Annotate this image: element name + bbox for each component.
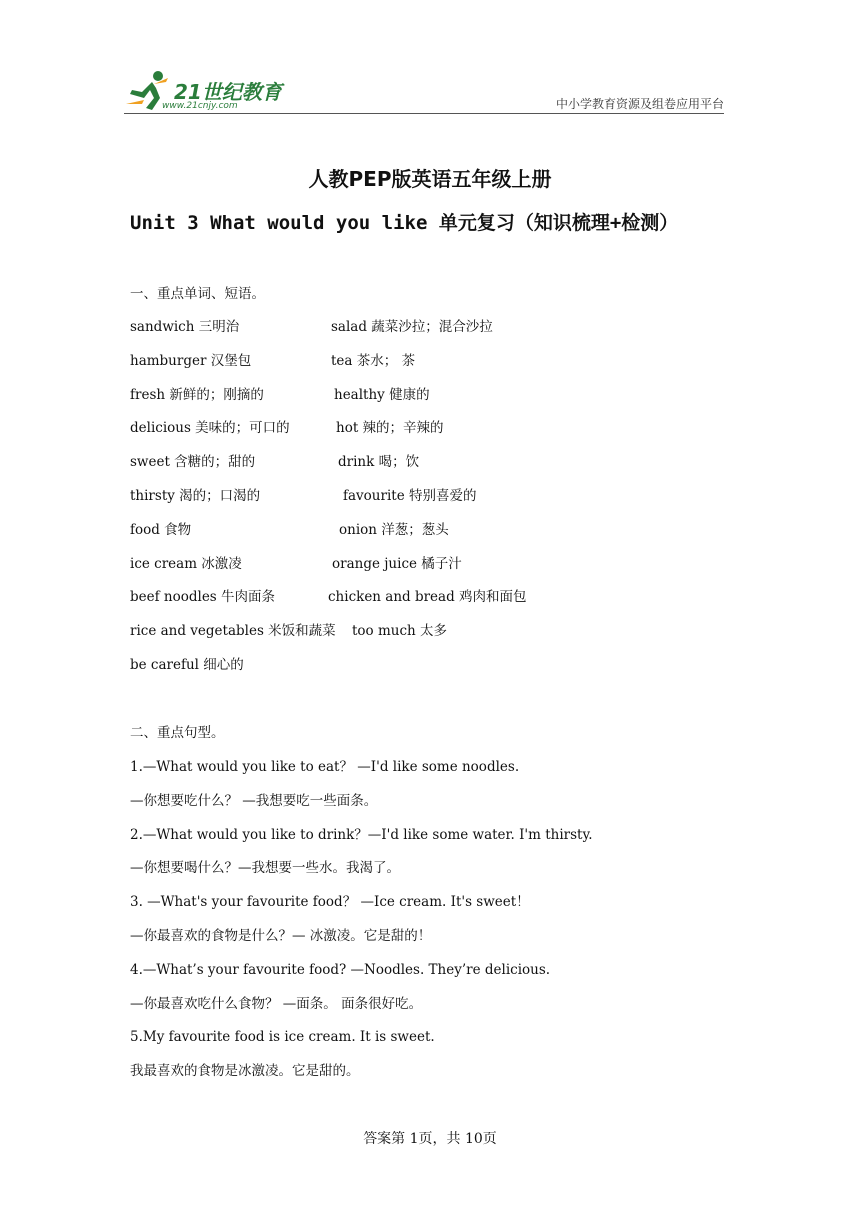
- vocab-item: delicious 美味的；可口的: [130, 420, 290, 437]
- vocab-item: sweet 含糖的；甜的: [130, 454, 256, 471]
- page-footer: 答案第 1页，共 10页: [363, 1131, 497, 1147]
- vocab-item: fresh 新鲜的；刚摘的: [130, 386, 264, 403]
- sentence-line: 4.—What’s your favourite food? —Noodles. They’re delicious.: [130, 961, 551, 978]
- page-header: [124, 68, 724, 114]
- sentence-line: 1.—What would you like to eat？ —I'd like some noodles.: [130, 759, 520, 775]
- sentence-line: 5.My favourite food is ice cream. It is sweet.: [130, 1029, 435, 1046]
- vocab-item: drink 喝；饮: [338, 454, 420, 471]
- vocab-item: sandwich 三明治: [130, 319, 240, 335]
- vocab-item: ice cream 冰激凌: [130, 555, 242, 572]
- sentence-line: —你最喜欢吃什么食物？ —面条。 面条很好吃。: [130, 995, 423, 1012]
- vocab-item: food 食物: [130, 521, 192, 538]
- logo-text: 21世纪教育: [174, 80, 282, 104]
- sentence-line: —你想要喝什么？—我想要一些水。我渴了。: [130, 860, 400, 877]
- vocab-item: chicken and bread 鸡肉和面包: [328, 589, 527, 606]
- vocab-item: salad 蔬菜沙拉；混合沙拉: [331, 319, 493, 335]
- document-title: 人教PEP版英语五年级上册: [308, 167, 552, 191]
- header-divider: [124, 113, 724, 114]
- logo-url: www.21cnjy.com: [162, 101, 238, 111]
- sentence-line: 我最喜欢的食物是冰激凌。它是甜的。: [130, 1063, 360, 1080]
- sentence-line: —你想要吃什么？ —我想要吃一些面条。: [130, 792, 378, 809]
- logo: [124, 68, 294, 114]
- vocab-item: hot 辣的；辛辣的: [336, 420, 444, 437]
- vocab-item: healthy 健康的: [334, 386, 430, 403]
- vocab-item: thirsty 渴的；口渴的: [130, 488, 261, 504]
- sentence-line: 2.—What would you like to drink？—I'd like some water. I'm thirsty.: [130, 826, 593, 843]
- document-subtitle: Unit 3 What would you like 单元复习（知识梳理+检测）: [130, 212, 679, 234]
- sentence-line: 3. —What's your favourite food？ —Ice cream. It's sweet！: [130, 894, 530, 911]
- vocabulary-heading: 一、重点单词、短语。: [130, 286, 265, 302]
- vocab-item: orange juice 橘子汁: [332, 555, 462, 572]
- vocab-item: beef noodles 牛肉面条: [130, 589, 276, 606]
- vocab-item: too much 太多: [352, 623, 448, 640]
- sentence-line: —你最喜欢的食物是什么？— 冰激凌。它是甜的！: [130, 928, 432, 944]
- platform-name: 中小学教育资源及组卷应用平台: [555, 97, 724, 111]
- vocab-item: onion 洋葱；葱头: [339, 521, 449, 538]
- vocab-item: be careful 细心的: [130, 657, 244, 673]
- vocab-item: rice and vegetables 米饭和蔬菜: [130, 623, 336, 640]
- vocab-item: favourite 特别喜爱的: [343, 488, 477, 504]
- vocab-item: tea 茶水； 茶: [331, 352, 416, 369]
- vocab-item: hamburger 汉堡包: [130, 352, 252, 369]
- sentence-heading: 二、重点句型。: [130, 725, 225, 741]
